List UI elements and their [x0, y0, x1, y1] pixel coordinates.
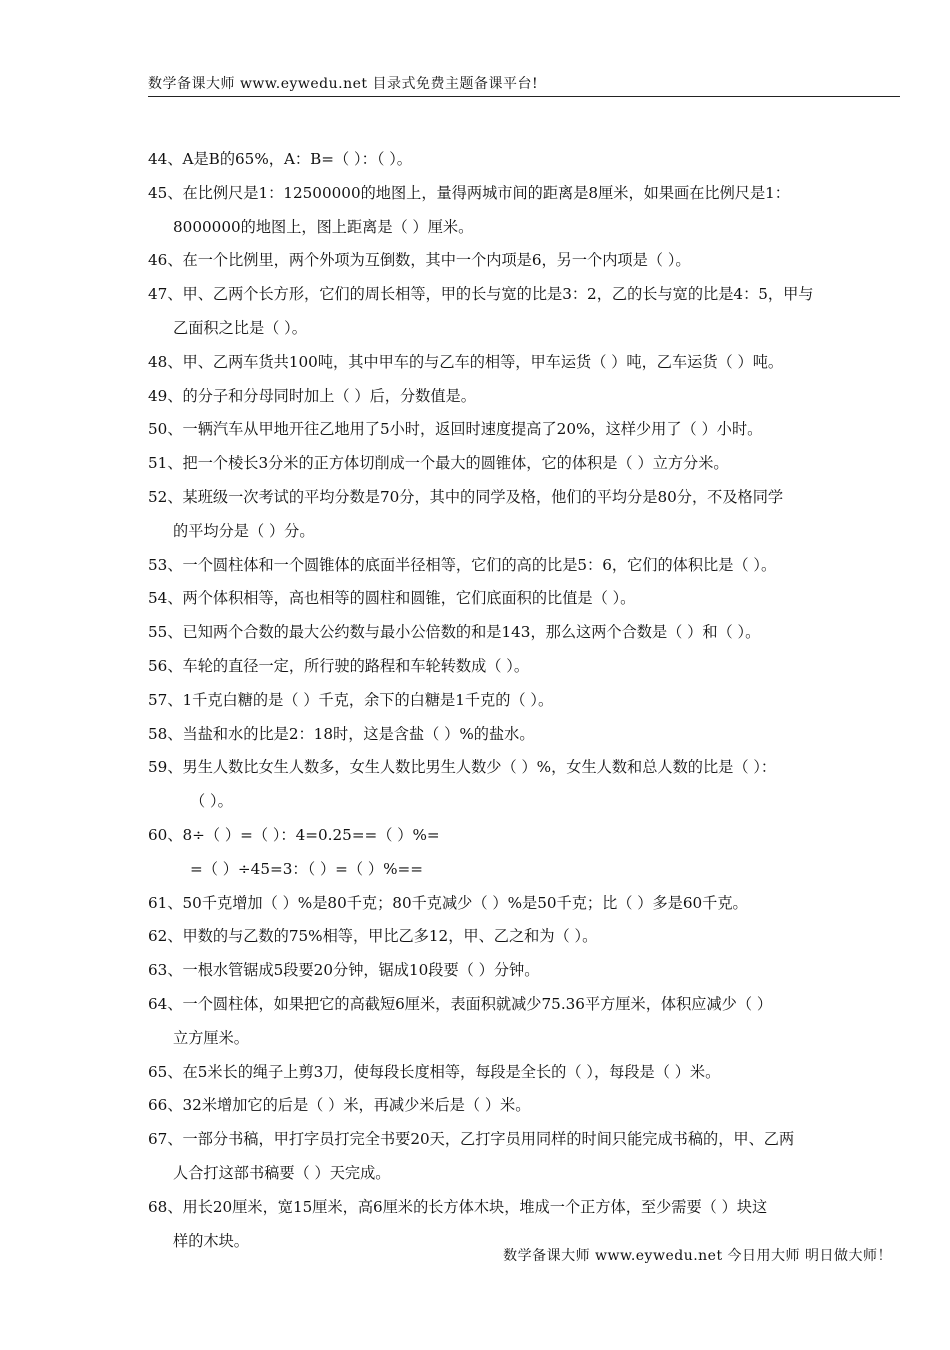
question-continuation: 样的木块。: [173, 1231, 249, 1250]
question-item: [148, 819, 908, 887]
question-item: [148, 244, 908, 278]
question-item: [148, 177, 908, 245]
question-text: 68、用长20厘米，宽15厘米，高6厘米的长方体木块，堆成一个正方体，至少需要（ ）块这: [148, 1197, 768, 1216]
question-text: 52、某班级一次考试的平均分数是70分，其中的同学及格，他们的平均分是80分，不及格同学: [148, 487, 784, 506]
question-continuation: 8000000的地图上，图上距离是（ ）厘米。: [173, 217, 474, 236]
question-text: 53、一个圆柱体和一个圆锥体的底面半径相等，它们的高的比是5：6，它们的体积比是（ ）。: [148, 555, 777, 574]
question-item: [148, 346, 908, 380]
question-item: [148, 447, 908, 481]
question-item: [148, 988, 908, 1056]
question-text: 54、两个体积相等，高也相等的圆柱和圆锥，它们底面积的比值是（ ）。: [148, 589, 636, 608]
question-text: 45、在比例尺是1：12500000的地图上，量得两城市间的距离是8厘米，如果画在比例尺是1：: [148, 183, 790, 202]
question-item: [148, 954, 908, 988]
question-item: [148, 718, 908, 752]
question-item: [148, 582, 908, 616]
question-item: [148, 143, 908, 177]
question-text: 65、在5米长的绳子上剪3刀，使每段长度相等，每段是全长的（ ），每段是（ ）米。: [148, 1062, 721, 1081]
question-text: 46、在一个比例里，两个外项为互倒数，其中一个内项是6，另一个内项是（ ）。: [148, 251, 691, 270]
question-continuation: 人合打这部书稿要（ ）天完成。: [173, 1163, 391, 1182]
question-continuation: 的平均分是（ ）分。: [173, 521, 315, 540]
page-header: 数学备课大师 www.eywedu.net 目录式免费主题备课平台!: [148, 74, 900, 97]
question-text: 56、车轮的直径一定，所行驶的路程和车轮转数成（ ）。: [148, 656, 530, 675]
question-item: [148, 1089, 908, 1123]
question-text: 57、1千克白糖的是（ ）千克，余下的白糖是1千克的（ ）。: [148, 690, 554, 709]
question-item: [148, 650, 908, 684]
question-item: [148, 684, 908, 718]
question-text: 66、32米增加它的后是（ ）米，再减少米后是（ ）米。: [148, 1096, 531, 1115]
question-list: [148, 143, 908, 1258]
question-text: 51、把一个棱长3分米的正方体切削成一个最大的圆锥体，它的体积是（ ）立方分米。: [148, 454, 729, 473]
question-item: [148, 920, 908, 954]
question-text: 47、甲、乙两个长方形，它们的周长相等，甲的长与宽的比是3：2，乙的长与宽的比是4：5，甲与: [148, 285, 814, 304]
question-item: [148, 1123, 908, 1191]
question-continuation: 立方厘米。: [173, 1028, 249, 1047]
question-item: [148, 549, 908, 583]
question-text: 50、一辆汽车从甲地开往乙地用了5小时，返回时速度提高了20%，这样少用了（ ）小时。: [148, 420, 763, 439]
question-text: 67、一部分书稿，甲打字员打完全书要20天，乙打字员用同样的时间只能完成书稿的，甲、乙两: [148, 1130, 795, 1149]
question-text: 58、当盐和水的比是2：18时，这是含盐（ ）%的盐水。: [148, 724, 535, 743]
question-text: 62、甲数的与乙数的75%相等，甲比乙多12，甲、乙之和为（ ）。: [148, 927, 598, 946]
question-item: [148, 278, 908, 346]
question-text: 59、男生人数比女生人数多，女生人数比男生人数少（ ）%，女生人数和总人数的比是（ ）：: [148, 758, 777, 777]
question-text: 60、8÷（ ）=（ ）：4=0.25==（ ）%=: [148, 825, 440, 844]
question-continuation: 乙面积之比是（ ）。: [173, 318, 307, 337]
question-text: 64、一个圆柱体，如果把它的高截短6厘米，表面积就减少75.36平方厘米，体积应减少（ ）: [148, 994, 773, 1013]
question-item: [148, 380, 908, 414]
question-text: 63、一根水管锯成5段要20分钟，锯成10段要（ ）分钟。: [148, 961, 540, 980]
question-text: 48、甲、乙两车货共100吨，其中甲车的与乙车的相等，甲车运货（ ）吨，乙车运货（ ）吨。: [148, 352, 784, 371]
question-text: 61、50千克增加（ ）%是80千克；80千克减少（ ）%是50千克；比（ ）多是60千克。: [148, 893, 748, 912]
question-item: [148, 751, 908, 819]
question-continuation: （ ）。: [190, 792, 233, 811]
page-footer: 数学备课大师 www.eywedu.net 今日用大师 明日做大师！: [503, 1248, 892, 1264]
question-text: 44、A是B的65%，A：B=（ ）：（ ）。: [148, 150, 412, 168]
question-item: [148, 481, 908, 549]
question-item: [148, 413, 908, 447]
question-item: [148, 616, 908, 650]
question-text: 55、已知两个合数的最大公约数与最小公倍数的和是143，那么这两个合数是（ ）和（ ）。: [148, 623, 761, 642]
question-item: [148, 1056, 908, 1090]
question-continuation: =（ ）÷45=3：（ ）=（ ）%==: [190, 859, 423, 878]
question-text: 49、的分子和分母同时加上（ ）后，分数值是。: [148, 386, 476, 405]
question-item: [148, 887, 908, 921]
